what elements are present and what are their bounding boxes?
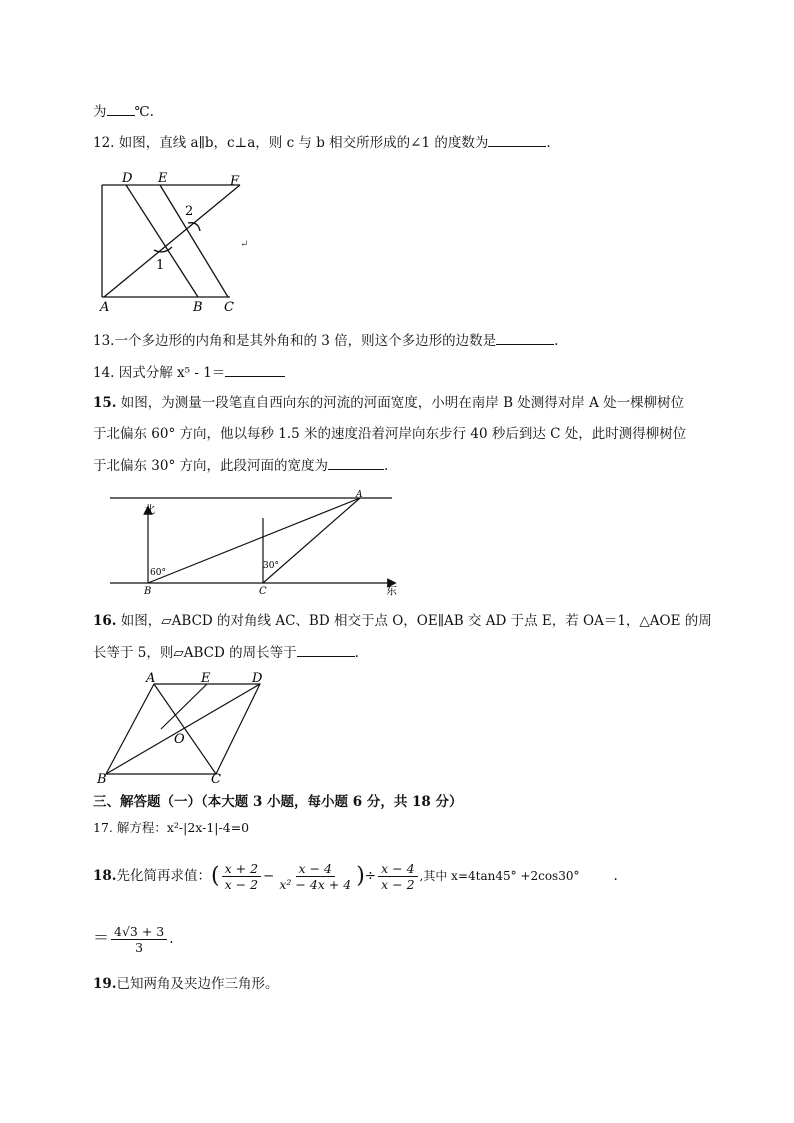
fraction-3: $\frac{x - 4}{x - 2}$ [378, 861, 417, 892]
label-c: C [259, 586, 267, 597]
line-ec [160, 185, 228, 297]
label-d: D [252, 671, 263, 686]
answer-blank[interactable] [488, 132, 546, 147]
line-ba [148, 498, 360, 583]
label-b: B [97, 772, 107, 787]
answer-blank[interactable] [328, 455, 384, 470]
question-18-answer: ＝ $\frac{4√3 + 3}{3}$ . [93, 924, 174, 955]
label-a: A [146, 671, 156, 686]
angle-60-label: 60° [150, 568, 166, 578]
label-d: D [122, 171, 133, 186]
return-mark: ↵ [240, 239, 249, 250]
angle-2-label: 2 [185, 204, 194, 219]
label-c: C [211, 772, 221, 787]
question-19: 19.已知两角及夹边作三角形。 [93, 976, 279, 992]
label-a: A [356, 490, 363, 500]
question-15-line-3: 于北偏东 30° 方向，此段河面的宽度为 . [93, 455, 388, 476]
question-15-line-2: 于北偏东 60° 方向，他以每秒 1.5 米的速度沿着河岸向东步行 40 秒后到达 C 处，此时测得柳树位 [93, 426, 687, 442]
answer-blank[interactable] [225, 362, 285, 377]
label-e: E [201, 671, 211, 686]
diagonal-bd [106, 684, 260, 774]
question-18: 18.先化简再求值：( $\frac{x + 2}{x - 2}$ − $\frac{x - 4}{\text{x² − 4x + 4}}$ )÷ $\frac{x - 4}{x - 2}$ ,其中 x=4tan45° +2cos30° . [93, 861, 618, 892]
question-16-line-2: 长等于 5，则▱ABCD 的周长等于 . [93, 642, 359, 663]
question-16-line-1: 16. 如图，▱ABCD 的对角线 AC、BD 相交于点 O，OE∥AB 交 AD 于点 E，若 OA＝1，△AOE 的周 [93, 613, 712, 629]
section-3-title: 三、解答题（一）（本大题 3 小题，每小题 6 分，共 18 分） [93, 794, 463, 810]
question-14: 14. 因式分解 x⁵ - 1＝ [93, 362, 285, 383]
answer-blank[interactable] [297, 642, 355, 657]
fraction-1: $\frac{x + 2}{x - 2}$ [222, 861, 261, 892]
line-af [104, 185, 240, 297]
open-paren: ( [211, 863, 220, 889]
east-label: 东 [386, 584, 397, 597]
label-o: O [174, 732, 185, 747]
label-e: E [158, 171, 168, 186]
figure-river [110, 488, 410, 598]
answer-blank[interactable] [107, 101, 135, 116]
segment-oe [161, 684, 207, 729]
label-f: F [230, 174, 240, 189]
answer-line-celsius: 为 ℃. [93, 101, 154, 122]
angle-30-label: 30° [263, 561, 279, 571]
line-db [126, 185, 198, 297]
diagonal-ac [154, 684, 216, 774]
fraction-2: $\frac{x - 4}{\text{x² − 4x + 4}}$ [279, 861, 352, 892]
question-12: 12. 如图，直线 a∥b，c⊥a，则 c 与 b 相交所形成的∠1 的度数为 . [93, 132, 551, 153]
label-a: A [100, 300, 110, 315]
angle-1-label: 1 [156, 258, 165, 273]
close-paren: ) [356, 863, 365, 889]
question-13: 13.一个多边形的内角和是其外角和的 3 倍，则这个多边形的边数是 . [93, 330, 558, 351]
label-b: B [144, 586, 152, 597]
answer-blank[interactable] [496, 330, 554, 345]
label-c: C [224, 300, 234, 315]
question-17: 17. 解方程：x²-|2x-1|-4=0 [93, 820, 250, 835]
question-15-line-1: 15. 如图，为测量一段笔直自西向东的河流的河面宽度，小明在南岸 B 处测得对岸 A 处一棵柳树位 [93, 395, 685, 411]
north-label: 北 [144, 503, 155, 516]
label-b: B [193, 300, 203, 315]
answer-fraction: $\frac{4√3 + 3}{3}$ [111, 924, 167, 955]
figure-parallel-lines [90, 165, 270, 315]
figure-parallelogram [94, 670, 274, 788]
